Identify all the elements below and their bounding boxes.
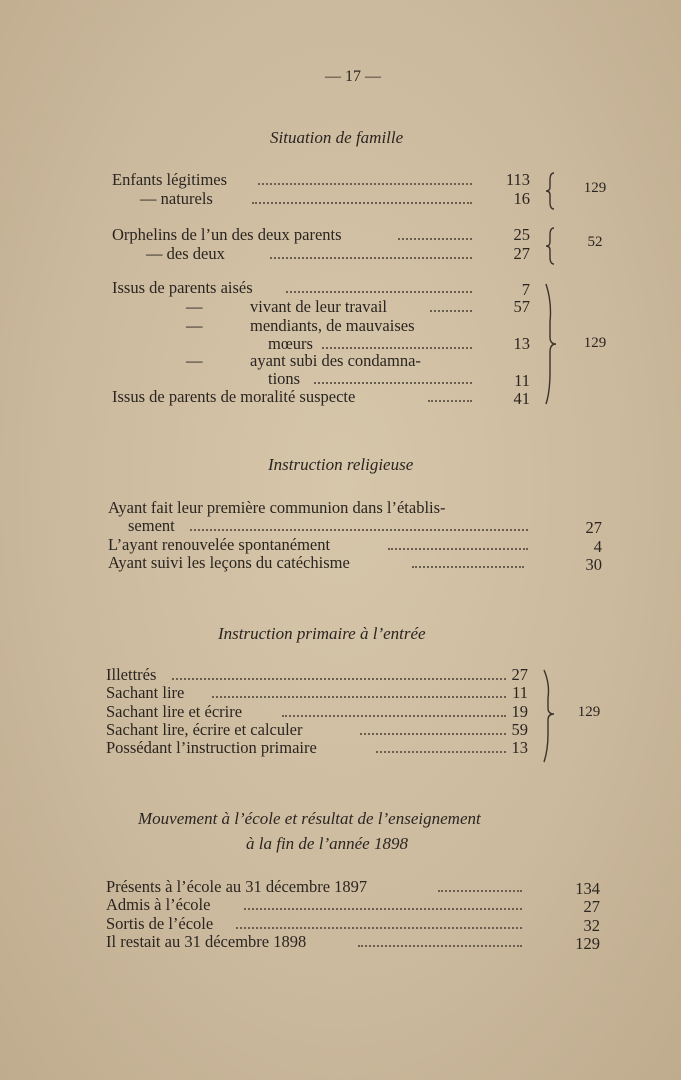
row-label: Ayant suivi les leçons du catéchisme [108, 553, 350, 572]
row-value: 113 [505, 170, 530, 189]
row-label: Sortis de l’école [106, 914, 214, 933]
row-label: mœurs [268, 334, 313, 353]
section-title-mouvement: Mouvement à l’école et résultat de l’enseignement [138, 809, 481, 828]
subtotal: 129 [583, 180, 607, 196]
leader-dots [244, 908, 522, 910]
row-value: 27 [585, 518, 602, 537]
section-title-religion: Instruction religieuse [268, 455, 414, 474]
section-title-primaire: Instruction primaire à l’entrée [218, 624, 426, 643]
row-value: 41 [513, 389, 530, 408]
row-label: vivant de leur travail [250, 297, 387, 316]
row-label: Il restait au 31 décembre 1898 [106, 932, 307, 951]
leader-dots [438, 890, 522, 892]
row-value: 32 [583, 916, 600, 935]
leader-dots [282, 715, 506, 717]
row-label-line1: Ayant fait leur première communion dans l’établis- [108, 498, 446, 517]
leader-dots [376, 751, 506, 753]
row-dash: — [186, 297, 203, 316]
row-value: 59 [511, 720, 528, 739]
brace-icon [538, 668, 560, 764]
row-value: 27 [511, 665, 528, 684]
brace-icon [544, 227, 560, 265]
leader-dots [270, 257, 472, 259]
row-dash: — [186, 316, 203, 335]
row-label: Enfants légitimes [112, 170, 228, 189]
page-number: — 17 — [325, 68, 381, 85]
row-label: Orphelins de l’un des deux parents [112, 225, 342, 244]
row-label-line1: ayant subi des condamna- [250, 351, 421, 370]
leader-dots [172, 678, 506, 680]
leader-dots [358, 945, 522, 947]
row-value: 25 [513, 225, 530, 244]
leader-dots [314, 382, 472, 384]
row-label: tions [268, 369, 301, 388]
leader-dots [360, 733, 506, 735]
row-value: 30 [585, 555, 602, 574]
row-value: 11 [514, 371, 530, 390]
row-label: Sachant lire et écrire [106, 702, 243, 721]
leader-dots [258, 183, 472, 185]
row-value: 57 [513, 297, 530, 316]
row-label: Admis à l’école [106, 895, 211, 914]
row-label: L’ayant renouvelée spontanément [108, 535, 331, 554]
row-value: 19 [511, 702, 528, 721]
brace-icon [544, 172, 560, 210]
section-title-famille: Situation de famille [270, 128, 404, 147]
section-subtitle-mouvement: à la fin de l’année 1898 [246, 834, 408, 853]
row-value: 13 [511, 738, 528, 757]
brace-icon [538, 282, 562, 406]
row-label: Issus de parents aisés [112, 278, 253, 297]
subtotal: 52 [587, 234, 603, 250]
leader-dots [190, 529, 528, 531]
row-value: 16 [513, 189, 530, 208]
leader-dots [212, 696, 506, 698]
leader-dots [430, 310, 472, 312]
subtotal: 129 [583, 335, 607, 351]
row-value: 7 [521, 280, 530, 299]
row-label: Possédant l’instruction primaire [106, 738, 317, 757]
leader-dots [252, 202, 472, 204]
row-value: 27 [513, 244, 530, 263]
row-label: Sachant lire, écrire et calculer [106, 720, 303, 739]
row-value: 134 [575, 879, 600, 898]
leader-dots [398, 238, 472, 240]
leader-dots [322, 347, 472, 349]
leader-dots [412, 566, 524, 568]
row-label-line1: mendiants, de mauvaises [250, 316, 415, 335]
row-value: 13 [513, 334, 530, 353]
row-value: 27 [583, 897, 600, 916]
leader-dots [428, 400, 472, 402]
row-value: 4 [593, 537, 602, 556]
row-label: Présents à l’école au 31 décembre 1897 [106, 877, 368, 896]
leader-dots [236, 927, 522, 929]
leader-dots [388, 548, 528, 550]
leader-dots [286, 291, 472, 293]
row-label: Issus de parents de moralité suspecte [112, 387, 356, 406]
row-label: — des deux [146, 244, 225, 263]
row-label: Sachant lire [106, 683, 185, 702]
row-dash: — [186, 351, 203, 370]
row-label: — naturels [140, 189, 213, 208]
row-value: 129 [575, 934, 600, 953]
row-value: 11 [512, 683, 528, 702]
row-label: sement [128, 516, 175, 535]
row-label: Illettrés [106, 665, 157, 684]
subtotal: 129 [577, 704, 601, 720]
